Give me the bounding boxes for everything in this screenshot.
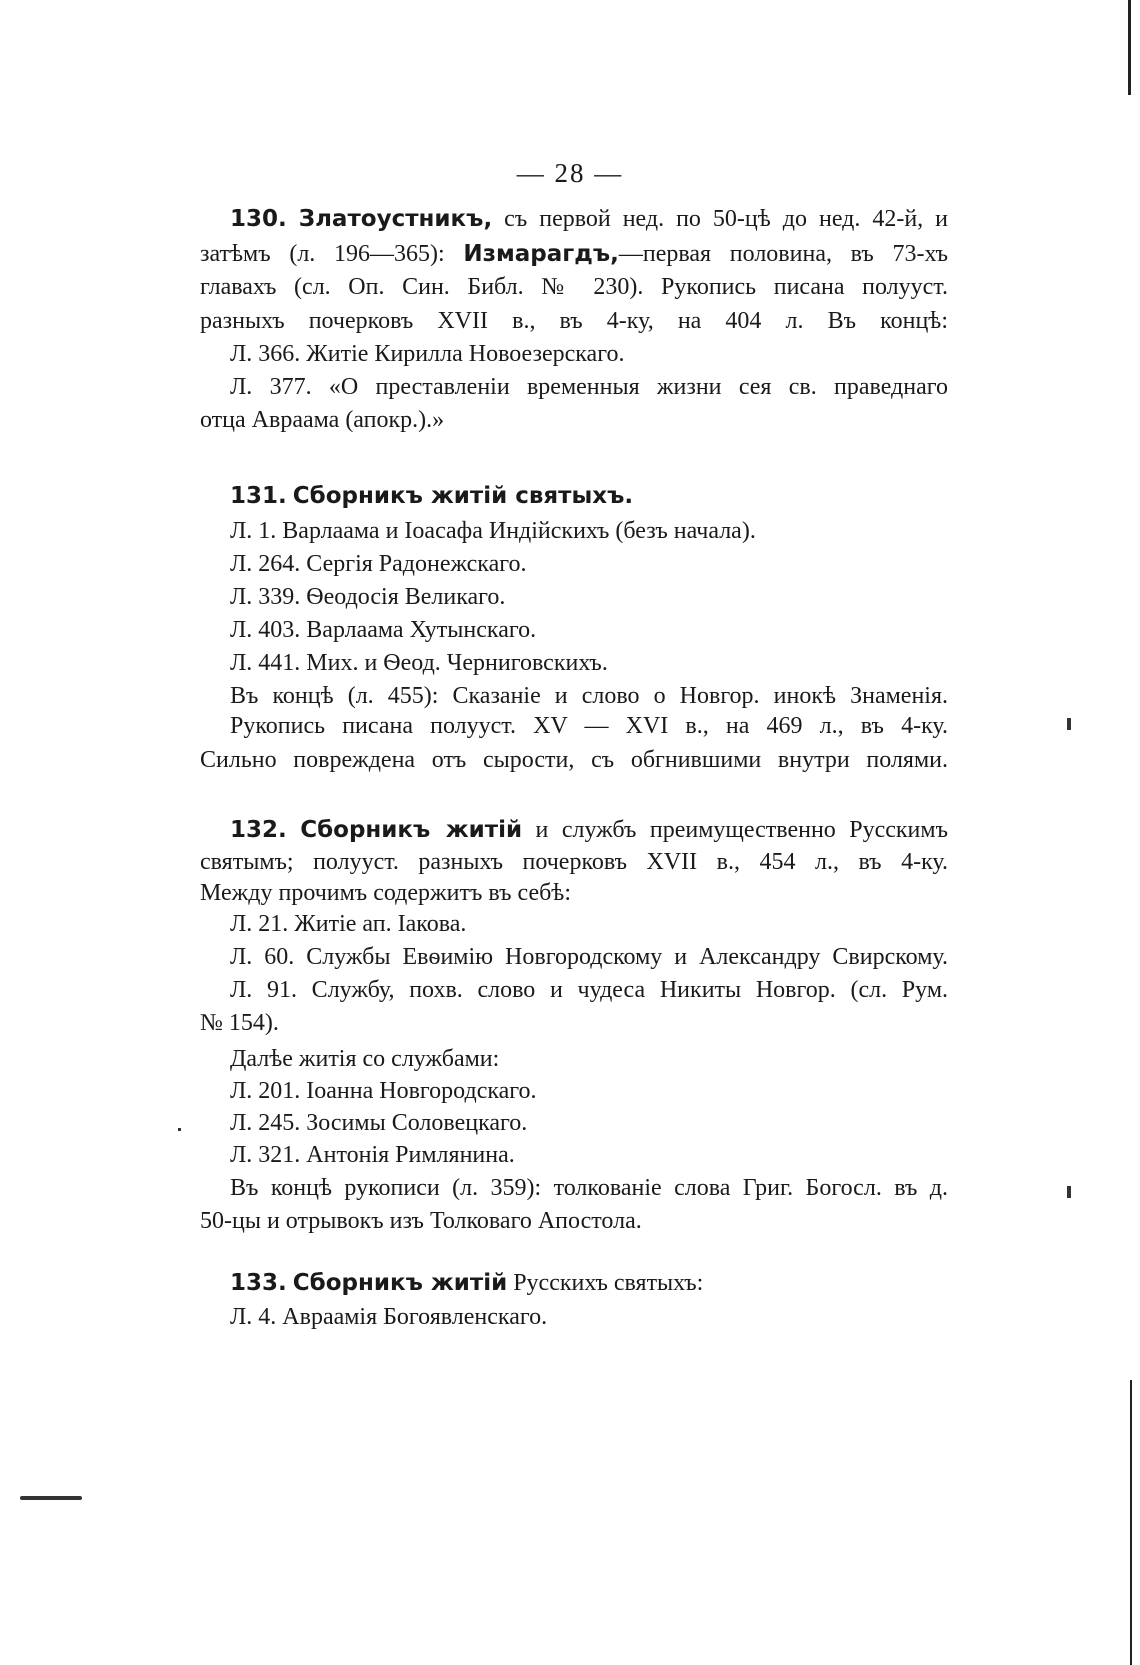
entry-130-line-4: разныхъ почерковъ XVII в., въ 4-ку, на 404 л. Въ концѣ: <box>200 308 948 334</box>
entry-131-line-3: Л. 339. Ѳеодосія Великаго. <box>230 584 506 610</box>
scan-mark <box>1067 1186 1071 1198</box>
entry-131-line-2: Л. 264. Сергія Радонежскаго. <box>230 551 527 577</box>
entry-130-line-2: затѣмъ (л. 196—365): Измарагдъ,—первая половина, въ 73-хъ <box>200 241 948 267</box>
scan-edge-line <box>1130 1380 1132 1665</box>
scan-mark <box>178 1128 181 1131</box>
entry-132-line-3: Между прочимъ содержитъ въ себѣ: <box>200 880 572 906</box>
entry-133-line-1: 133. Сборникъ житій Русскихъ святыхъ: <box>230 1270 704 1296</box>
entry-133-line-2: Л. 4. Авраамія Богоявленскаго. <box>230 1304 548 1330</box>
entry-130-line-3: главахъ (сл. Оп. Син. Библ. № 230). Рукопись писана полууст. <box>200 274 948 300</box>
entry-131-line-5: Л. 441. Мих. и Ѳеод. Черниговскихъ. <box>230 650 608 676</box>
entry-132-line-7: № 154). <box>200 1010 279 1036</box>
entry-131-line-8: Сильно повреждена отъ сырости, съ обгнившими внутри полями. <box>200 747 948 773</box>
entry-130-subtitle: Измарагдъ, <box>463 241 619 267</box>
entry-132-line-13: 50-цы и отрывокъ изъ Толковаго Апостола. <box>200 1208 642 1234</box>
entry-130-number: 130. <box>230 206 287 232</box>
entry-132-title: Сборникъ житій <box>300 817 523 843</box>
entry-131-line-7: Рукопись писана полууст. XV — XVI в., на 469 л., въ 4-ку. <box>230 713 948 739</box>
entry-132-line-10: Л. 245. Зосимы Соловецкаго. <box>230 1110 528 1136</box>
entry-130-line-7: отца Авраама (апокр.).» <box>200 407 445 433</box>
entry-132-line-4: Л. 21. Житіе ап. Іакова. <box>230 911 467 937</box>
entry-131-title: Сборникъ житій святыхъ. <box>292 483 634 509</box>
entry-130-line-6: Л. 377. «О преставленіи временныя жизни сея св. праведнаго <box>230 374 948 400</box>
entry-131-line-6: Въ концѣ (л. 455): Сказаніе и слово о Новгор. инокѣ Знаменія. <box>230 683 948 709</box>
page-number: — 28 — <box>516 158 624 188</box>
entry-133-number: 133. <box>230 1270 287 1296</box>
entry-132-line-5: Л. 60. Службы Евѳимію Новгородскому и Александру Свирскому. <box>230 944 948 970</box>
entry-130-line-5: Л. 366. Житіе Кирилла Новоезерскаго. <box>230 341 625 367</box>
entry-132-line-12: Въ концѣ рукописи (л. 359): толкованіе слова Григ. Богосл. въ д. <box>230 1175 948 1201</box>
entry-132-line-2: святымъ; полууст. разныхъ почерковъ XVII в., 454 л., въ 4-ку. <box>200 849 948 875</box>
entry-131-number: 131. <box>230 483 287 509</box>
entry-130-title: Златоустникъ, <box>298 206 493 232</box>
entry-131-line-4: Л. 403. Варлаама Хутынскаго. <box>230 617 537 643</box>
entry-130-line-1: 130. Златоустникъ, съ первой нед. по 50-цѣ до нед. 42-й, и <box>230 206 949 232</box>
entry-131-line-1: Л. 1. Варлаама и Іоасафа Индійскихъ (безъ начала). <box>230 518 756 544</box>
entry-132-line-11: Л. 321. Антонія Римлянина. <box>230 1142 515 1168</box>
entry-132-number: 132. <box>230 817 287 843</box>
scan-mark <box>1067 718 1071 730</box>
entry-132-line-8: Далѣе житія со службами: <box>230 1046 500 1072</box>
entry-133-title: Сборникъ житій <box>292 1270 508 1296</box>
entry-131-heading <box>230 481 948 511</box>
entry-132-line-9: Л. 201. Іоанна Новгородскаго. <box>230 1078 537 1104</box>
scan-edge-line <box>1128 0 1131 95</box>
entry-132-line-6: Л. 91. Службу, похв. слово и чудеса Никиты Новгор. (сл. Рум. <box>230 977 948 1003</box>
scan-mark <box>20 1496 82 1500</box>
entry-132-line-1: 132. Сборникъ житій и службъ преимущественно Русскимъ <box>230 817 948 843</box>
